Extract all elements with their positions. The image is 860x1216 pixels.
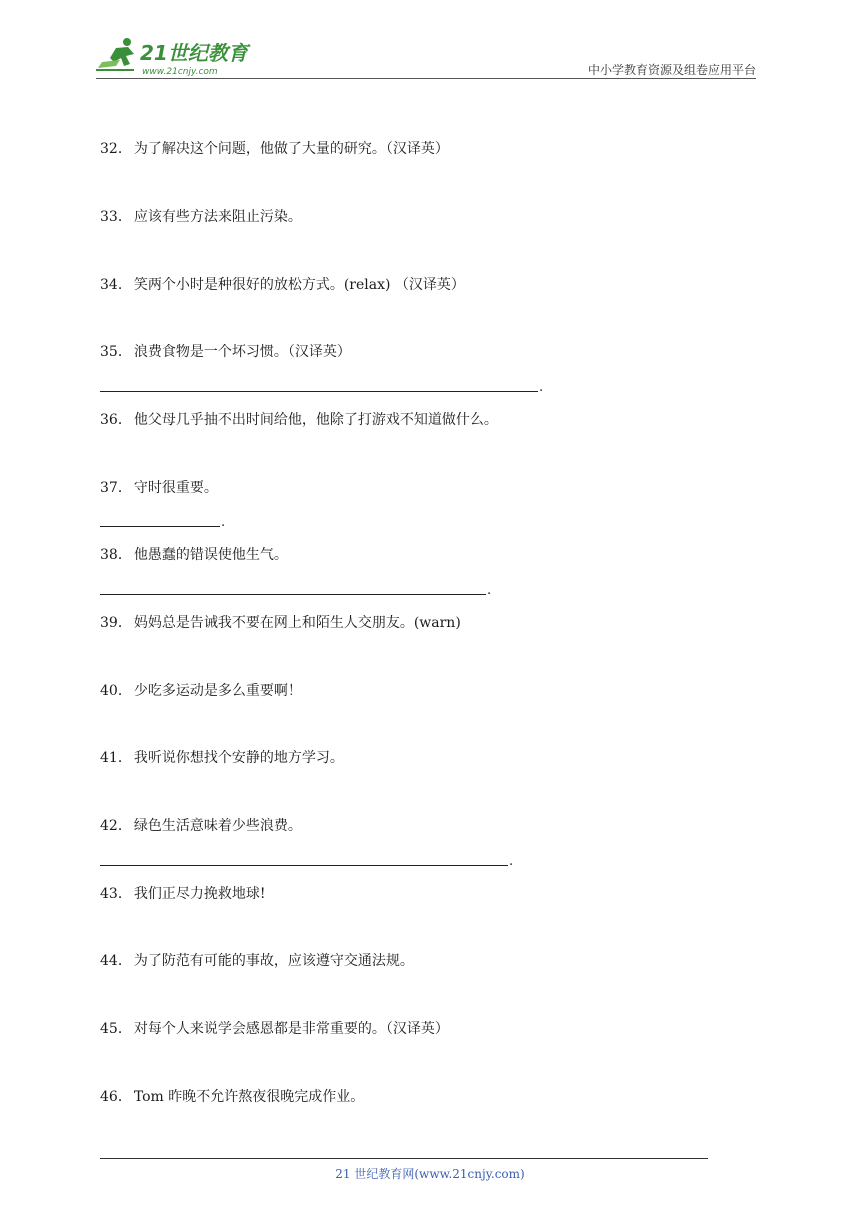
question-number: 41． [100,750,132,766]
answer-end-mark: . [487,583,492,598]
question-45 [100,1020,449,1038]
question-number: 45． [100,1021,132,1037]
question-37 [100,479,218,497]
header-divider [96,78,756,79]
answer-line-37[interactable] [100,513,228,530]
footer-link[interactable]: 21 世纪教育网(www.21cnjy.com) [335,1167,525,1181]
question-text: 他父母几乎抽不出时间给他，他除了打游戏不知道做什么。 [133,412,498,428]
question-text: 对每个人来说学会感恩都是非常重要的。（汉译英） [133,1021,449,1037]
question-number: 35． [100,344,132,360]
logo-url-text: www.21cnjy.com [142,67,218,77]
question-text: 他愚蠢的错误使他生气。 [133,547,288,563]
answer-line-35[interactable] [100,378,546,395]
question-35 [100,343,351,361]
question-text: 守时很重要。 [133,480,218,496]
question-text: 为了防范有可能的事故，应该遵守交通法规。 [133,953,414,969]
question-text: 绿色生活意味着少些浪费。 [133,818,302,834]
question-32 [100,140,449,158]
question-44 [100,952,414,970]
question-text: 笑两个小时是种很好的放松方式。(relax) （汉译英） [133,277,465,293]
question-41 [100,749,344,767]
question-number: 44． [100,953,132,969]
question-39 [100,614,461,632]
logo-icon [94,36,264,78]
question-number: 32． [100,141,132,157]
answer-end-mark: . [221,515,226,530]
question-text: 浪费食物是一个坏习惯。（汉译英） [133,344,351,360]
question-number: 40． [100,683,132,699]
question-text: 我听说你想找个安静的地方学习。 [133,750,344,766]
question-43 [100,885,265,903]
question-33 [100,208,302,226]
answer-end-mark: . [509,854,514,869]
question-text: 少吃多运动是多么重要啊！ [133,683,302,699]
site-logo[interactable] [94,36,264,78]
question-text: Tom 昨晚不允许熬夜很晚完成作业。 [133,1089,365,1105]
question-text: 为了解决这个问题，他做了大量的研究。（汉译英） [133,141,449,157]
question-text: 应该有些方法来阻止污染。 [133,209,302,225]
question-number: 46． [100,1089,132,1105]
question-38 [100,546,288,564]
platform-name: 中小学教育资源及组卷应用平台 [587,63,756,77]
answer-line-42[interactable] [100,852,516,869]
question-40 [100,682,302,700]
answer-end-mark: . [539,380,544,395]
question-number: 42． [100,818,132,834]
question-number: 34． [100,277,132,293]
question-34 [100,276,465,294]
question-number: 38． [100,547,132,563]
logo-main-text: 21世纪教育 [140,41,248,65]
question-text: 我们正尽力挽救地球! [133,886,266,902]
question-text: 妈妈总是告诫我不要在网上和陌生人交朋友。(warn) [133,615,461,631]
question-number: 33． [100,209,132,225]
question-42 [100,817,302,835]
question-number: 37． [100,480,132,496]
page-header [0,0,860,90]
question-36 [100,411,498,429]
question-number: 36． [100,412,132,428]
footer-divider [100,1158,708,1159]
question-46 [100,1088,364,1106]
answer-line-38[interactable] [100,581,494,598]
question-number: 39． [100,615,132,631]
question-number: 43． [100,886,132,902]
